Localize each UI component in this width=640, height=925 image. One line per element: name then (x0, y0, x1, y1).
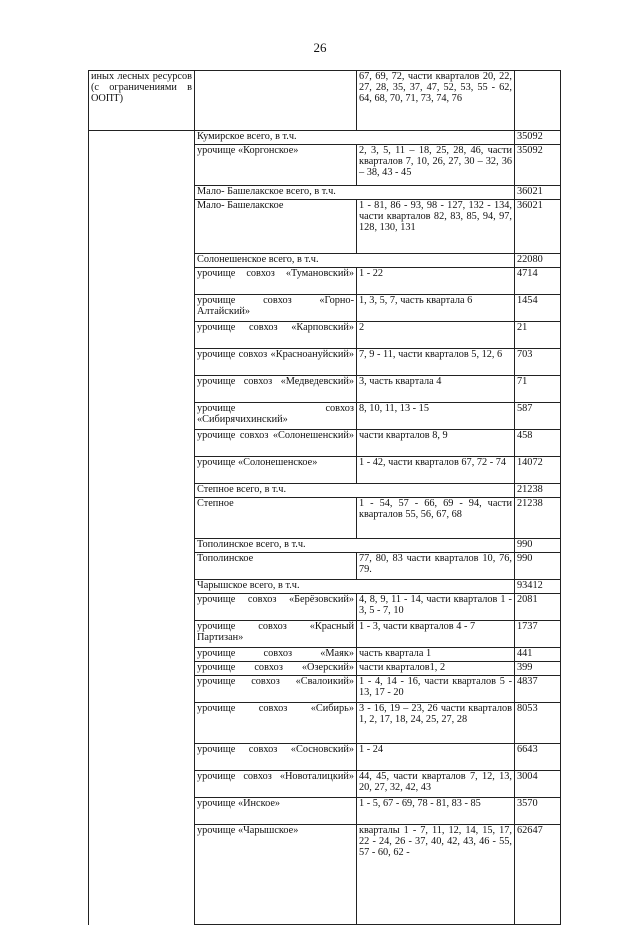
quarters-cell: 1 - 24 (357, 744, 515, 771)
empty-cell (89, 594, 195, 621)
area-value-cell (515, 71, 561, 131)
table-row (89, 457, 561, 484)
quarters-cell: 8, 10, 11, 13 - 15 (357, 403, 515, 430)
empty-cell (89, 621, 195, 648)
area-value-cell: 703 (515, 349, 561, 376)
empty-cell (89, 403, 195, 430)
area-value-cell: 93412 (515, 580, 561, 594)
empty-cell (89, 430, 195, 457)
empty-cell (89, 322, 195, 349)
group-total-row (89, 539, 561, 553)
quarters-cell: 1 - 3, части кварталов 4 - 7 (357, 621, 515, 648)
table-row (89, 295, 561, 322)
group-name-cell: Мало- Башелакское всего, в т.ч. (195, 186, 515, 200)
empty-cell (89, 662, 195, 676)
quarters-cell: 3 - 16, 19 – 23, 26 части кварталов 1, 2, 17, 18, 24, 25, 27, 28 (357, 703, 515, 744)
area-value-cell: 21238 (515, 498, 561, 539)
area-name-cell: урочище совхоз «Карповский» (195, 322, 357, 349)
empty-cell (89, 676, 195, 703)
area-value-cell: 6643 (515, 744, 561, 771)
area-value-cell: 2081 (515, 594, 561, 621)
area-name-cell: урочище «Чарышское» (195, 825, 357, 925)
area-value-cell: 8053 (515, 703, 561, 744)
empty-cell (89, 268, 195, 295)
empty-cell (89, 457, 195, 484)
area-name-cell: урочище совхоз «Горно-Алтайский» (195, 295, 357, 322)
area-name-cell: урочище совхоз «Тумановский» (195, 268, 357, 295)
quarters-cell: 67, 69, 72, части кварталов 20, 22, 27, 28, 35, 37, 47, 52, 53, 55 - 62, 64, 68, 70, 71, 73, 74, 76 (357, 71, 515, 131)
table-row (89, 322, 561, 349)
empty-cell (89, 498, 195, 539)
area-value-cell: 36021 (515, 186, 561, 200)
quarters-cell: 2, 3, 5, 11 – 18, 25, 28, 46, части кварталов 7, 10, 26, 27, 30 – 32, 36 – 38, 43 - 45 (357, 145, 515, 186)
group-total-row (89, 131, 561, 145)
area-value-cell: 21238 (515, 484, 561, 498)
empty-cell (89, 349, 195, 376)
area-name-cell: урочище «Солонешенское» (195, 457, 357, 484)
area-value-cell: 14072 (515, 457, 561, 484)
area-name-cell: урочище «Коргонское» (195, 145, 357, 186)
area-value-cell: 62647 (515, 825, 561, 925)
empty-cell (89, 539, 195, 553)
page-number: 26 (313, 40, 327, 55)
area-value-cell: 35092 (515, 145, 561, 186)
table-row (89, 268, 561, 295)
table-row (89, 621, 561, 648)
quarters-cell: 7, 9 - 11, части кварталов 5, 12, 6 (357, 349, 515, 376)
area-value-cell: 36021 (515, 200, 561, 254)
area-name-cell: урочище совхоз «Сибирячихинский» (195, 403, 357, 430)
group-name-cell: Степное всего, в т.ч. (195, 484, 515, 498)
group-total-row (89, 254, 561, 268)
empty-cell (89, 131, 195, 145)
resource-type-cell: иных лесных ресурсов (с ограничениями в ООПТ) (89, 71, 195, 131)
table-row (89, 200, 561, 254)
table-row (89, 771, 561, 798)
quarters-cell: 77, 80, 83 части кварталов 10, 76, 79. (357, 553, 515, 580)
group-total-row (89, 186, 561, 200)
area-name-cell: урочище совхоз «Новоталицкий» (195, 771, 357, 798)
table-row (89, 145, 561, 186)
quarters-cell: 1 - 4, 14 - 16, части кварталов 5 - 13, 17 - 20 (357, 676, 515, 703)
area-name-cell: урочище «Инское» (195, 798, 357, 825)
quarters-cell: части кварталов 8, 9 (357, 430, 515, 457)
empty-cell (89, 376, 195, 403)
group-name-cell: Кумирское всего, в т.ч. (195, 131, 515, 145)
area-value-cell: 990 (515, 553, 561, 580)
empty-cell (89, 295, 195, 322)
area-name-cell: Мало- Башелакское (195, 200, 357, 254)
area-name-cell: урочище совхоз «Берёзовский» (195, 594, 357, 621)
area-name-cell: урочище совхоз «Озерский» (195, 662, 357, 676)
area-value-cell: 22080 (515, 254, 561, 268)
area-value-cell: 458 (515, 430, 561, 457)
quarters-cell: 44, 45, части кварталов 7, 12, 13, 20, 27, 32, 42, 43 (357, 771, 515, 798)
table-row (89, 825, 561, 925)
area-name-cell: урочище совхоз «Свалоикий» (195, 676, 357, 703)
area-value-cell: 3570 (515, 798, 561, 825)
area-value-cell: 21 (515, 322, 561, 349)
table-row (89, 553, 561, 580)
table-row (89, 71, 561, 131)
area-name-cell: урочище совхоз «Медведевский» (195, 376, 357, 403)
table-row (89, 430, 561, 457)
group-total-row (89, 484, 561, 498)
quarters-cell: 1 - 54, 57 - 66, 69 - 94, части кварталов 55, 56, 67, 68 (357, 498, 515, 539)
group-total-row (89, 580, 561, 594)
table-row (89, 676, 561, 703)
quarters-cell: части кварталов1, 2 (357, 662, 515, 676)
area-name-cell: урочище совхоз «Солонешенский» (195, 430, 357, 457)
table-row (89, 594, 561, 621)
area-name-cell: Степное (195, 498, 357, 539)
area-value-cell: 35092 (515, 131, 561, 145)
area-name-cell (195, 71, 357, 131)
area-value-cell: 990 (515, 539, 561, 553)
area-value-cell: 1737 (515, 621, 561, 648)
empty-cell (89, 553, 195, 580)
area-name-cell: Тополинское (195, 553, 357, 580)
quarters-cell: часть квартала 1 (357, 648, 515, 662)
empty-cell (89, 145, 195, 186)
table-row (89, 498, 561, 539)
quarters-cell: 1 - 81, 86 - 93, 98 - 127, 132 - 134, части кварталов 82, 83, 85, 94, 97, 128, 130, 131 (357, 200, 515, 254)
table-row (89, 662, 561, 676)
quarters-cell: 1, 3, 5, 7, часть квартала 6 (357, 295, 515, 322)
empty-cell (89, 254, 195, 268)
empty-cell (89, 703, 195, 744)
quarters-cell: 1 - 22 (357, 268, 515, 295)
group-name-cell: Солонешенское всего, в т.ч. (195, 254, 515, 268)
area-value-cell: 587 (515, 403, 561, 430)
group-name-cell: Тополинское всего, в т.ч. (195, 539, 515, 553)
area-value-cell: 4714 (515, 268, 561, 295)
empty-cell (89, 186, 195, 200)
empty-cell (89, 580, 195, 594)
empty-cell (89, 484, 195, 498)
area-value-cell: 399 (515, 662, 561, 676)
table-row (89, 349, 561, 376)
table-row (89, 798, 561, 825)
quarters-cell: 1 - 42, части кварталов 67, 72 - 74 (357, 457, 515, 484)
empty-cell (89, 771, 195, 798)
area-value-cell: 441 (515, 648, 561, 662)
empty-cell (89, 200, 195, 254)
table-row (89, 403, 561, 430)
table-row (89, 703, 561, 744)
forest-areas-table (88, 70, 561, 925)
quarters-cell: 2 (357, 322, 515, 349)
area-name-cell: урочище совхоз «Сибирь» (195, 703, 357, 744)
area-value-cell: 1454 (515, 295, 561, 322)
area-name-cell: урочище совхоз «Красноануйский» (195, 349, 357, 376)
quarters-cell: 4, 8, 9, 11 - 14, части кварталов 1 - 3, 5 - 7, 10 (357, 594, 515, 621)
area-value-cell: 4837 (515, 676, 561, 703)
group-name-cell: Чарышское всего, в т.ч. (195, 580, 515, 594)
area-name-cell: урочище совхоз «Красный Партизан» (195, 621, 357, 648)
table-row (89, 376, 561, 403)
empty-cell (89, 825, 195, 925)
quarters-cell: 3, часть квартала 4 (357, 376, 515, 403)
area-name-cell: урочище совхоз «Маяк» (195, 648, 357, 662)
quarters-cell: кварталы 1 - 7, 11, 12, 14, 15, 17, 22 - 24, 26 - 37, 40, 42, 43, 46 - 55, 57 - 60, 62 - (357, 825, 515, 925)
area-value-cell: 3004 (515, 771, 561, 798)
table-row (89, 744, 561, 771)
table-row (89, 648, 561, 662)
quarters-cell: 1 - 5, 67 - 69, 78 - 81, 83 - 85 (357, 798, 515, 825)
empty-cell (89, 648, 195, 662)
empty-cell (89, 744, 195, 771)
area-name-cell: урочище совхоз «Сосновский» (195, 744, 357, 771)
empty-cell (89, 798, 195, 825)
area-value-cell: 71 (515, 376, 561, 403)
